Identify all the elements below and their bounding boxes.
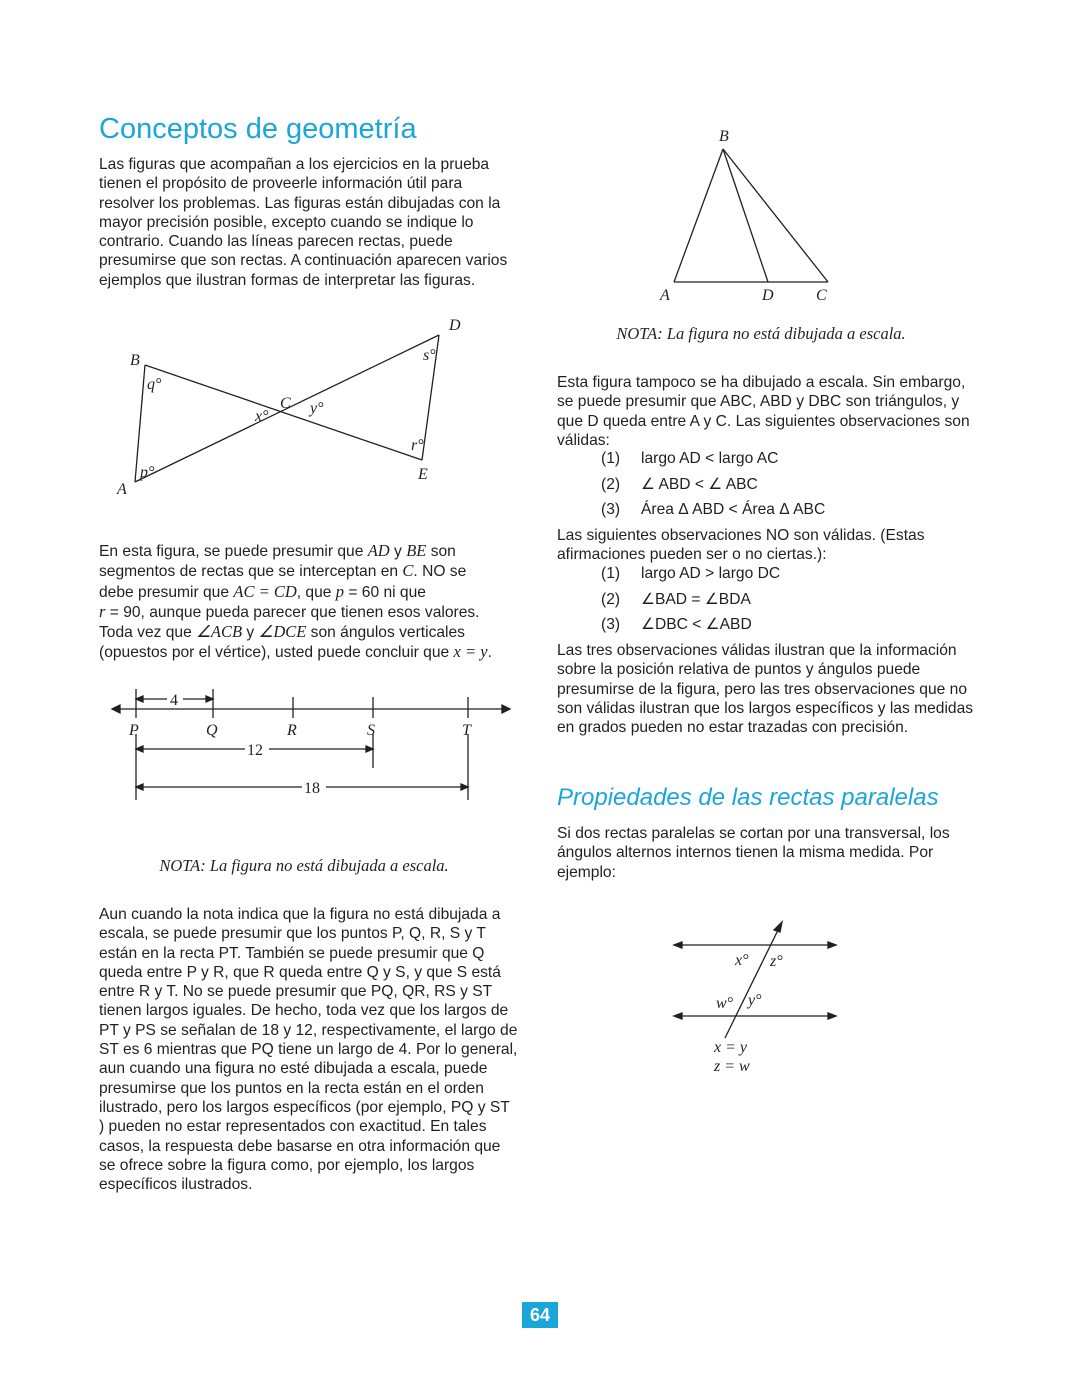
segment-ab [674, 149, 723, 282]
list-item: (1) largo AD > largo DC [601, 565, 781, 582]
label-c: C [280, 395, 291, 412]
angle-w: w° [716, 995, 734, 1012]
invalid-intro: Las siguientes observaciones NO son válidas. (Estas afirmaciones pueden ser o no ciertas.): [557, 527, 925, 564]
angle-x: x° [255, 408, 269, 425]
length-pt: 18 [304, 780, 320, 797]
figure3-explanation: Esta figura tampoco se ha dibujado a escala. Sin embargo, se puede presumir que ABC, ABD y DBC son triángulos, y que D queda entre A y C. Las siguientes observaciones son válidas: [557, 374, 970, 449]
angle-r: r° [411, 437, 424, 454]
list-item: (3) ∠DBC < ∠ABD [601, 616, 752, 633]
section2-intro: Si dos rectas paralelas se cortan por una transversal, los ángulos alternos internos tienen la misma medida. Por ejemplo: [557, 825, 950, 881]
label-b: B [719, 128, 729, 145]
segment-bd [723, 149, 768, 282]
list-item: (3) Área Δ ABD < Área Δ ABC [601, 501, 826, 518]
intro-paragraph: Las figuras que acompañan a los ejercicios en la prueba tienen el propósito de proveerle información útil para resolver los problemas. Las figuras están dibujadas con la mayor precisión posible, excepto cuando se indique lo contrario. Cuando las líneas parecen rectas, puede presumirse que son rectas. A continuación aparecen varios ejemplos que ilustran formas de interpretar las figuras. [99, 156, 508, 289]
angle-z: z° [770, 953, 783, 970]
figure-points-on-line [110, 686, 515, 806]
conclusion-paragraph: Las tres observaciones válidas ilustran que la información sobre la posición relativa de puntos y ángulos puede presumirse de la figura, pero las tres observaciones que no son válidas ilustran que los largos específicos y las medidas en grados pueden no estar trazadas con precisión. [557, 642, 974, 737]
note-not-to-scale: NOTA: La figura no está dibujada a escala. [159, 856, 449, 875]
angle-q: q° [147, 376, 162, 393]
point-s: S [367, 722, 375, 739]
label-c: C [816, 287, 827, 304]
equation-x-y: x = y [714, 1039, 747, 1056]
figure-triangle [650, 122, 850, 312]
angle-x: x° [735, 952, 749, 969]
section2-title: Propiedades de las rectas paralelas [557, 784, 939, 811]
label-e: E [418, 466, 428, 483]
page-number: 64 [522, 1302, 558, 1328]
point-q: Q [206, 722, 218, 739]
figure-crossing-segments [100, 310, 500, 510]
label-a: A [660, 287, 670, 304]
list-item: (2) ∠BAD = ∠BDA [601, 590, 751, 608]
length-ps: 12 [247, 742, 263, 759]
transversal [725, 926, 780, 1038]
length-pq: 4 [170, 692, 178, 709]
angle-y: y° [748, 992, 762, 1009]
valid-observations [557, 446, 977, 523]
figure2-explanation: Aun cuando la nota indica que la figura no está dibujada a escala, se puede presumir que los puntos P, Q, R, S y T están en la recta PT. También se puede presumir que Q queda entre P y R, que R queda entre Q y S, y que S está entre R y T. No se puede presumir que PQ, QR, RS y ST tienen largos iguales. De hecho, toda vez que los largos de PT y PS se señalan de 18 y 12, respectivamente, el largo de ST es 6 mientras que PQ tiene un largo de 4. Por lo general, aun cuando una figura no esté dibujada a escala, puede presumirse que los puntos en la recta están en el orden ilustrado, pero los largos específicos (por ejemplo, PQ y ST ) pueden no estar representados con exactitud. En tales casos, la respuesta debe basarse en otra información que se ofrece sobre la figura como, por ejemplo, los largos específicos ilustrados. [99, 906, 518, 1194]
point-t: T [462, 722, 471, 739]
note-not-to-scale-2: NOTA: La figura no está dibujada a escala. [616, 324, 906, 343]
equation-z-w: z = w [714, 1058, 750, 1075]
list-item: (2) ∠ ABD < ∠ ABC [601, 475, 758, 493]
angle-p: p° [140, 464, 155, 481]
angle-y: y° [310, 400, 324, 417]
invalid-observations [557, 561, 977, 638]
figure-parallel-lines [670, 920, 840, 1080]
point-p: P [129, 722, 139, 739]
segment-bc [723, 149, 828, 282]
list-item: (1) largo AD < largo AC [601, 450, 779, 467]
label-d: D [762, 287, 774, 304]
point-r: R [287, 722, 297, 739]
angle-s: s° [423, 347, 436, 364]
label-a: A [117, 481, 127, 498]
label-d: D [449, 317, 461, 334]
segment-be [145, 365, 422, 460]
section-title: Conceptos de geometría [99, 113, 417, 145]
figure1-explanation: En esta figura, se puede presumir que AD y BE son segmentos de rectas que se interceptan en C. NO se debe presumir que AC = CD, que p = 60 ni que r = 90, aunque pueda parecer que tienen esos valores. Toda vez que ∠ACB y ∠DCE son ángulos verticales (opuestos por el vértice), usted puede concluir que x = y. [99, 541, 492, 662]
label-b: B [130, 352, 140, 369]
